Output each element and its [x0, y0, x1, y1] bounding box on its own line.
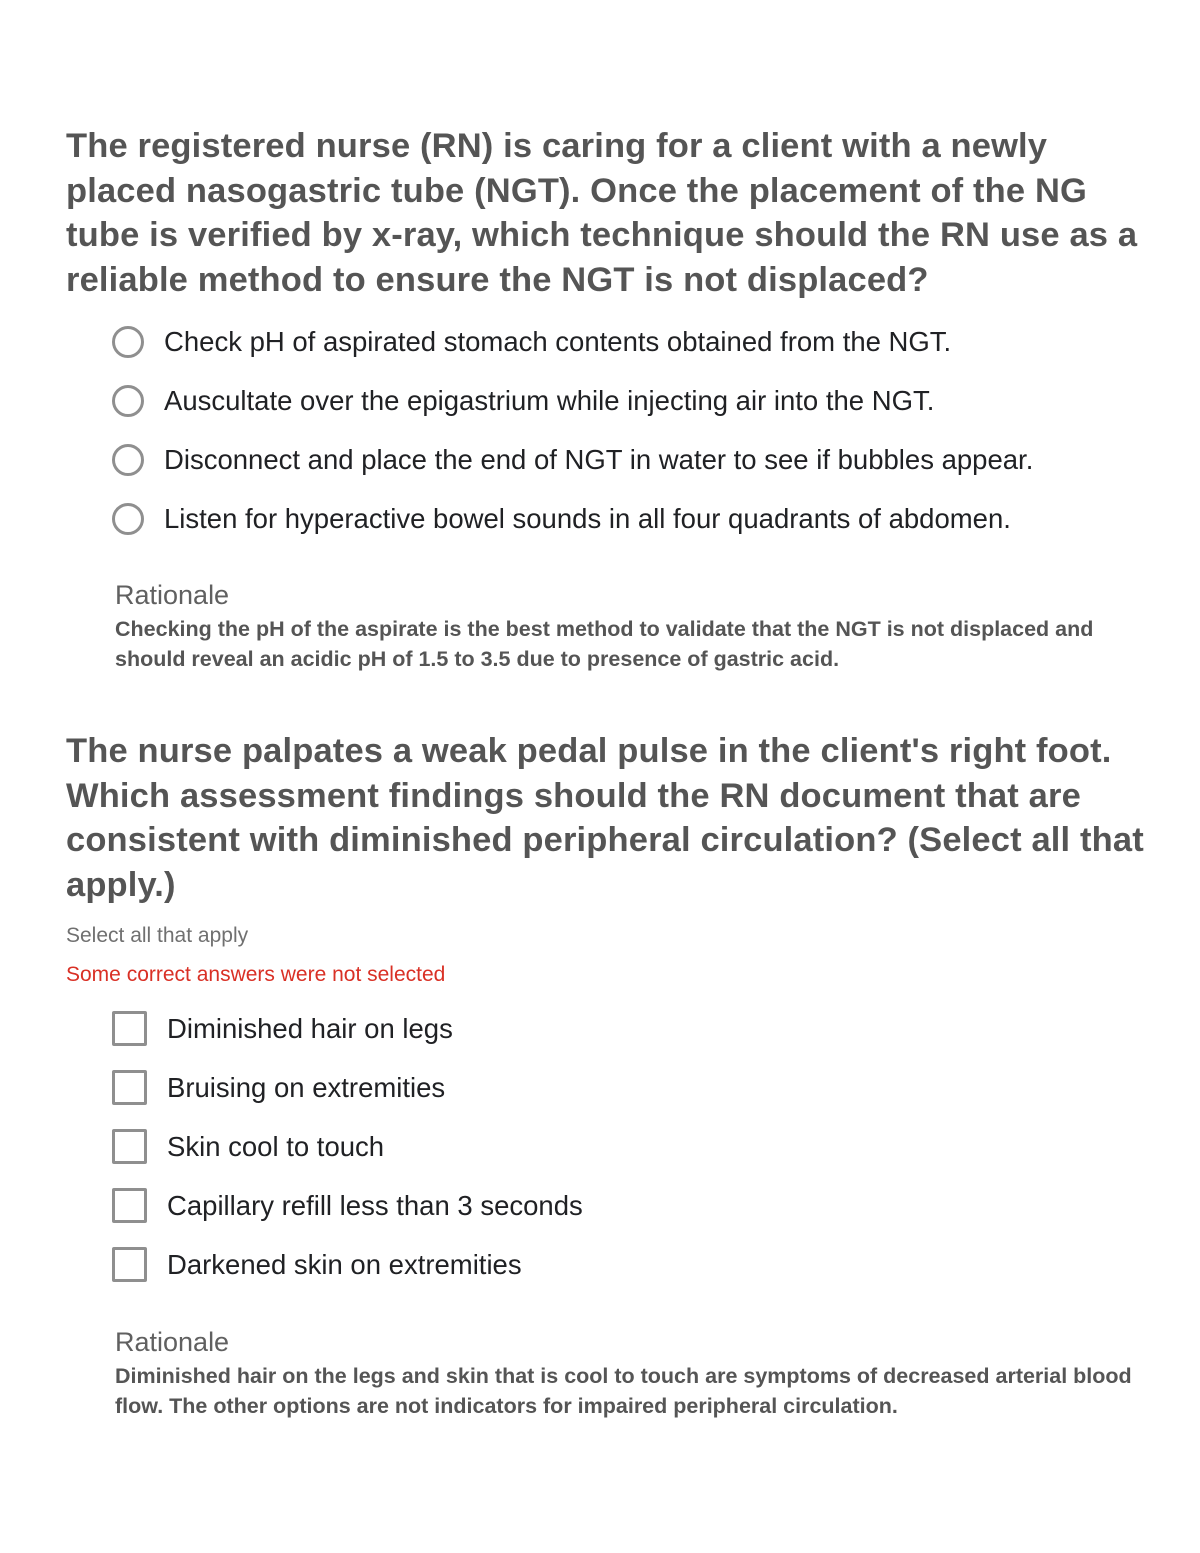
question-2-options: [112, 999, 1146, 1294]
checkbox[interactable]: [112, 1070, 147, 1105]
rationale-title: Rationale: [115, 580, 230, 610]
radio-button[interactable]: [112, 326, 144, 358]
option-2c[interactable]: [112, 1117, 1146, 1176]
select-all-hint: Select all that apply: [66, 924, 249, 947]
option-2a[interactable]: [112, 999, 1146, 1058]
question-1-text: The registered nurse (RN) is caring for a client with a newly placed nasogastric tube (NGT). Once the placement of the NG tube is verified by x-ray, which technique should the RN use as a reliable method to ensure the NGT is not displaced?: [66, 127, 1138, 299]
checkbox[interactable]: [112, 1011, 147, 1046]
rationale-title: Rationale: [115, 1327, 230, 1357]
option-label: Check pH of aspirated stomach contents obtained from the NGT.: [164, 325, 952, 357]
checkbox[interactable]: [112, 1188, 147, 1223]
radio-button[interactable]: [112, 385, 144, 417]
option-1d[interactable]: [112, 489, 1146, 548]
option-1b[interactable]: [112, 371, 1146, 430]
radio-button[interactable]: [112, 503, 144, 535]
option-1a[interactable]: [112, 312, 1146, 371]
option-label: Bruising on extremities: [167, 1071, 446, 1103]
option-2d[interactable]: [112, 1176, 1146, 1235]
option-2b[interactable]: [112, 1058, 1146, 1117]
question-2: [66, 729, 1146, 1421]
rationale-text: Diminished hair on the legs and skin that is cool to touch are symptoms of decreased arterial blood flow. The other options are not indicators for impaired peripheral circulation.: [115, 1364, 1132, 1418]
radio-button[interactable]: [112, 444, 144, 476]
checkbox[interactable]: [112, 1129, 147, 1164]
rationale-1: [115, 578, 1146, 674]
option-2e[interactable]: [112, 1235, 1146, 1294]
question-2-text: The nurse palpates a weak pedal pulse in the client's right foot. Which assessment findings should the RN document that are consistent with diminished peripheral circulation? (Select all that apply.): [66, 732, 1144, 904]
question-1-options: [112, 312, 1146, 548]
option-label: Listen for hyperactive bowel sounds in all four quadrants of abdomen.: [164, 502, 1011, 534]
question-1: [66, 124, 1146, 674]
incomplete-answer-warning: Some correct answers were not selected: [66, 963, 446, 986]
option-label: Capillary refill less than 3 seconds: [167, 1189, 583, 1221]
checkbox[interactable]: [112, 1247, 147, 1282]
option-label: Disconnect and place the end of NGT in water to see if bubbles appear.: [164, 443, 1034, 475]
option-label: Diminished hair on legs: [167, 1012, 453, 1044]
rationale-text: Checking the pH of the aspirate is the best method to validate that the NGT is not displaced and should reveal an acidic pH of 1.5 to 3.5 due to presence of gastric acid.: [115, 617, 1094, 671]
option-1c[interactable]: [112, 430, 1146, 489]
option-label: Darkened skin on extremities: [167, 1248, 522, 1280]
option-label: Skin cool to touch: [167, 1130, 385, 1162]
option-label: Auscultate over the epigastrium while injecting air into the NGT.: [164, 384, 935, 416]
rationale-2: [115, 1325, 1146, 1421]
